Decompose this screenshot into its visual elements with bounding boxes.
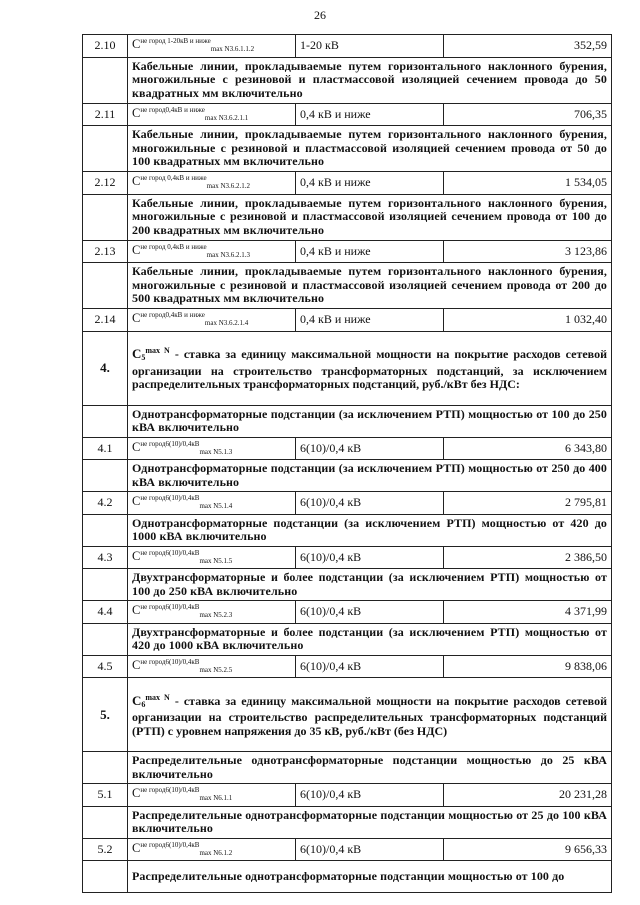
tariff-table-body <box>83 35 612 893</box>
rate-code-symbol: C <box>132 37 141 51</box>
number-cell-empty <box>83 806 128 838</box>
item-number: 4.5 <box>83 655 128 678</box>
tariff-row <box>83 601 612 624</box>
rate-code-subscript: max N5.1.3 <box>199 447 233 456</box>
section-row <box>83 331 612 405</box>
voltage-level: 6(10)/0,4 кВ <box>296 492 444 515</box>
item-number: 5.1 <box>83 784 128 807</box>
rate-code-superscript: не город6(10)/0,4кВ <box>140 494 200 502</box>
rate-code-subscript: max N5.2.3 <box>199 611 233 619</box>
rate-symbol <box>132 693 170 708</box>
item-number: 4.2 <box>83 492 128 515</box>
voltage-level: 0,4 кВ и ниже <box>296 172 444 195</box>
tariff-row <box>83 838 612 861</box>
rate-code-subscript: max N3.6.2.1.4 <box>204 319 249 327</box>
description-row <box>83 514 612 546</box>
rate-code-superscript: не город 0,4кВ и ниже <box>140 174 207 182</box>
number-cell-empty <box>83 460 128 492</box>
rate-value: 6 343,80 <box>444 437 612 460</box>
rate-code <box>128 492 296 515</box>
rate-value: 9 656,33 <box>444 838 612 861</box>
rate-symbol <box>132 346 170 361</box>
description-row <box>83 752 612 784</box>
rate-code <box>128 437 296 460</box>
rate-code <box>128 655 296 678</box>
number-cell-empty <box>83 752 128 784</box>
rate-code <box>128 601 296 624</box>
section-number: 5. <box>83 678 128 752</box>
rate-code <box>128 103 296 126</box>
rate-symbol-base: C <box>132 692 142 708</box>
rate-value: 3 123,86 <box>444 240 612 263</box>
rate-symbol-index: 5 <box>141 353 146 363</box>
tariff-row <box>83 172 612 195</box>
item-number: 4.1 <box>83 437 128 460</box>
rate-value: 20 231,28 <box>444 784 612 807</box>
description-text: Двухтрансформаторные и более подстанции (за исключением РТП) мощностью от 100 до 250 кВА включительно <box>128 569 612 601</box>
item-number: 2.10 <box>83 35 128 58</box>
page-number: 26 <box>314 8 326 22</box>
rate-code-subscript: max N3.6.2.1.3 <box>206 250 251 259</box>
tariff-row <box>83 492 612 515</box>
rate-code <box>128 172 296 195</box>
rate-value: 352,59 <box>444 35 612 58</box>
rate-code-superscript: не город 0,4кВ и ниже <box>140 242 207 251</box>
tariff-table <box>82 34 612 893</box>
description-text: Кабельные линии, прокладываемые путем горизонтального наклонного бурения, многожильные с резиновой и пластмассовой изоляцией сечением провода от 100 до 200 квадратных мм включительно <box>128 194 612 240</box>
rate-symbol-base: C <box>132 346 142 362</box>
description-text: Распределительные однотрансформаторные подстанции мощностью от 100 до <box>128 861 612 893</box>
section-text <box>128 678 612 752</box>
item-number: 5.2 <box>83 838 128 861</box>
tariff-row <box>83 240 612 263</box>
number-cell-empty <box>83 623 128 655</box>
description-row <box>83 861 612 893</box>
description-text: Однотрансформаторные подстанции (за исключением РТП) мощностью от 250 до 400 кВА включительно <box>128 460 612 492</box>
description-text: Кабельные линии, прокладываемые путем горизонтального наклонного бурения, многожильные с резиновой и пластмассовой изоляцией сечением провода до 50 квадратных мм включительно <box>128 57 612 103</box>
section-row <box>83 678 612 752</box>
description-text: Распределительные однотрансформаторные подстанции мощностью до 25 кВА включительно <box>128 752 612 784</box>
rate-code-superscript: не город6(10)/0,4кВ <box>140 548 200 557</box>
voltage-level: 0,4 кВ и ниже <box>296 103 444 126</box>
voltage-level: 6(10)/0,4 кВ <box>296 784 444 807</box>
section-description: - ставка за единицу максимальной мощности на покрытие расходов сетевой организации на строительство трансформаторных подстанций, за исключением распределительных трансформаторных подстанций, руб./кВт без НДС: <box>132 347 607 392</box>
rate-code-symbol: C <box>132 439 141 454</box>
rate-value: 4 371,99 <box>444 601 612 624</box>
tariff-row <box>83 103 612 126</box>
voltage-level: 6(10)/0,4 кВ <box>296 655 444 678</box>
voltage-level: 0,4 кВ и ниже <box>296 240 444 263</box>
rate-code-superscript: не город 1-20кВ и ниже <box>140 37 211 45</box>
rate-code-subscript: max N5.1.4 <box>199 502 233 510</box>
number-cell-empty <box>83 194 128 240</box>
rate-code-symbol: C <box>132 548 141 563</box>
description-text: Кабельные линии, прокладываемые путем горизонтального наклонного бурения, многожильные с резиновой и пластмассовой изоляцией сечением провода от 200 до 500 квадратных мм включительно <box>128 263 612 309</box>
rate-code-subscript: max N5.1.5 <box>199 556 233 565</box>
tariff-row <box>83 655 612 678</box>
item-number: 4.3 <box>83 546 128 569</box>
voltage-level: 1-20 кВ <box>296 35 444 58</box>
number-cell-empty <box>83 861 128 893</box>
description-row <box>83 194 612 240</box>
description-row <box>83 126 612 172</box>
tariff-row <box>83 546 612 569</box>
rate-code-symbol: C <box>132 840 141 855</box>
section-number: 4. <box>83 331 128 405</box>
rate-code-symbol: C <box>132 242 141 257</box>
rate-code-superscript: не город6(10)/0,4кВ <box>140 840 200 849</box>
voltage-level: 6(10)/0,4 кВ <box>296 546 444 569</box>
description-row <box>83 405 612 437</box>
tariff-row <box>83 437 612 460</box>
rate-code-superscript: не город0,4кВ и ниже <box>140 105 205 114</box>
section-description: - ставка за единицу максимальной мощности на покрытие расходов сетевой организации на строительство распределительных трансформаторных подстанций (РТП) с уровнем напряжения до 35 кВ, руб./кВт (без НДС) <box>132 693 607 738</box>
voltage-level: 6(10)/0,4 кВ <box>296 601 444 624</box>
description-text: Однотрансформаторные подстанции (за исключением РТП) мощностью от 420 до 1000 кВА включительно <box>128 514 612 546</box>
rate-code-subscript: max N3.6.2.1.1 <box>204 113 249 122</box>
rate-code-superscript: не город6(10)/0,4кВ <box>140 657 200 666</box>
rate-code-symbol: C <box>132 105 141 120</box>
item-number: 4.4 <box>83 601 128 624</box>
tariff-row <box>83 309 612 332</box>
description-text: Распределительные однотрансформаторные подстанции мощностью от 25 до 100 кВА включительно <box>128 806 612 838</box>
rate-code <box>128 35 296 58</box>
number-cell-empty <box>83 405 128 437</box>
number-cell-empty <box>83 263 128 309</box>
rate-code-symbol: C <box>132 657 141 672</box>
rate-code-symbol: C <box>132 603 141 617</box>
description-row <box>83 263 612 309</box>
description-text: Двухтрансформаторные и более подстанции (за исключением РТП) мощностью от 420 до 1000 кВА включительно <box>128 623 612 655</box>
rate-code-subscript: max N5.2.5 <box>199 665 233 674</box>
tariff-row <box>83 784 612 807</box>
item-number: 2.13 <box>83 240 128 263</box>
rate-code-symbol: C <box>132 174 141 188</box>
rate-value: 1 032,40 <box>444 309 612 332</box>
rate-code <box>128 546 296 569</box>
rate-code-superscript: не город6(10)/0,4кВ <box>140 439 200 448</box>
rate-code <box>128 309 296 332</box>
voltage-level: 0,4 кВ и ниже <box>296 309 444 332</box>
item-number: 2.14 <box>83 309 128 332</box>
rate-symbol-index: 6 <box>141 699 146 709</box>
description-row <box>83 460 612 492</box>
rate-code <box>128 838 296 861</box>
number-cell-empty <box>83 514 128 546</box>
rate-value: 2 386,50 <box>444 546 612 569</box>
number-cell-empty <box>83 126 128 172</box>
voltage-level: 6(10)/0,4 кВ <box>296 838 444 861</box>
rate-symbol-superscript: max N <box>145 692 170 702</box>
description-row <box>83 806 612 838</box>
number-cell-empty <box>83 57 128 103</box>
rate-code-symbol: C <box>132 311 141 325</box>
description-row <box>83 57 612 103</box>
voltage-level: 6(10)/0,4 кВ <box>296 437 444 460</box>
rate-value: 2 795,81 <box>444 492 612 515</box>
rate-code-superscript: не город6(10)/0,4кВ <box>140 603 200 611</box>
item-number: 2.12 <box>83 172 128 195</box>
description-text: Однотрансформаторные подстанции (за исключением РТП) мощностью от 100 до 250 кВА включительно <box>128 405 612 437</box>
rate-code-superscript: не город6(10)/0,4кВ <box>140 786 200 794</box>
rate-code-subscript: max N6.1.2 <box>199 848 233 857</box>
rate-value: 706,35 <box>444 103 612 126</box>
rate-symbol-superscript: max N <box>145 346 170 356</box>
rate-code-symbol: C <box>132 494 141 508</box>
rate-code <box>128 784 296 807</box>
rate-code-subscript: max N3.6.1.1.2 <box>210 45 255 53</box>
rate-value: 9 838,06 <box>444 655 612 678</box>
rate-code-symbol: C <box>132 786 141 800</box>
number-cell-empty <box>83 569 128 601</box>
rate-code-superscript: не город0,4кВ и ниже <box>140 311 205 319</box>
section-text <box>128 331 612 405</box>
item-number: 2.11 <box>83 103 128 126</box>
rate-code-subscript: max N6.1.1 <box>199 794 233 802</box>
tariff-row <box>83 35 612 58</box>
rate-code-subscript: max N3.6.2.1.2 <box>206 182 251 190</box>
rate-code <box>128 240 296 263</box>
rate-value: 1 534,05 <box>444 172 612 195</box>
description-row <box>83 623 612 655</box>
description-text: Кабельные линии, прокладываемые путем горизонтального наклонного бурения, многожильные с резиновой и пластмассовой изоляцией сечением провода от 50 до 100 квадратных мм включительно <box>128 126 612 172</box>
description-row <box>83 569 612 601</box>
